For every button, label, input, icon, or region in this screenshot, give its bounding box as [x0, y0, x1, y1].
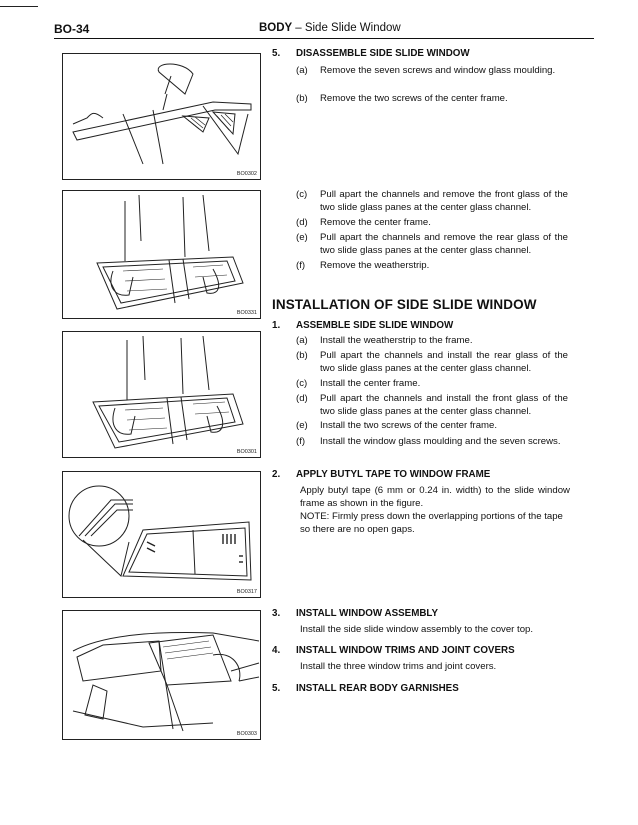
item-letter: (f) — [296, 436, 306, 447]
figure-pull-channels-install — [62, 331, 261, 458]
item-text: Remove the center frame. — [320, 217, 431, 228]
item-letter: (e) — [296, 232, 308, 243]
step-number: 4. — [272, 645, 281, 656]
item-text: Pull apart the channels and remove the front glass of the two slide glass panes at the center glass channel. — [320, 189, 568, 213]
item-letter: (c) — [296, 189, 308, 200]
item-letter: (f) — [296, 260, 306, 271]
step-text: Apply butyl tape (6 mm or 0.24 in. width) to the slide window frame as shown in the figure. — [300, 485, 570, 509]
item-text: Install the window glass moulding and the seven screws. — [320, 436, 561, 447]
list-item — [296, 334, 568, 347]
item-letter: (d) — [296, 393, 308, 404]
list-item — [296, 231, 568, 257]
item-text: Remove the weatherstrip. — [320, 260, 430, 271]
section-name: BODY — [259, 22, 293, 34]
item-text: Remove the two screws of the center frame. — [320, 93, 508, 104]
item-letter: (d) — [296, 217, 308, 228]
figure-remove-screws — [62, 53, 261, 180]
list-item — [296, 92, 568, 105]
step-number: 5. — [272, 683, 281, 694]
figure-butyl-tape-illustration — [63, 472, 260, 597]
item-letter: (a) — [296, 65, 308, 76]
subsection-name: – Side Slide Window — [295, 22, 401, 34]
installation-heading: INSTALLATION OF SIDE SLIDE WINDOW — [272, 297, 537, 312]
figure-pull-channels-remove — [62, 190, 261, 319]
section-title — [259, 22, 401, 34]
step-disassemble — [272, 48, 470, 59]
item-text: Pull apart the channels and install the rear glass of the two slide glass panes at the center glass channel. — [320, 350, 568, 374]
figure-butyl-tape — [62, 471, 261, 598]
step-install-garnishes — [272, 683, 459, 694]
item-text: Remove the seven screws and window glass moulding. — [320, 65, 556, 76]
figure-install-window-assembly — [62, 610, 261, 740]
item-letter: (a) — [296, 335, 308, 346]
step-title: INSTALL WINDOW TRIMS AND JOINT COVERS — [296, 645, 515, 656]
list-item — [296, 188, 568, 214]
item-text: Install the center frame. — [320, 378, 421, 389]
list-item — [296, 419, 568, 432]
item-letter: (e) — [296, 420, 308, 431]
step-title: INSTALL REAR BODY GARNISHES — [296, 683, 459, 694]
step-assemble — [272, 320, 453, 331]
step-title: DISASSEMBLE SIDE SLIDE WINDOW — [296, 48, 470, 59]
step-install-window — [272, 608, 438, 619]
item-letter: (b) — [296, 93, 308, 104]
step-butyl-tape — [272, 469, 490, 480]
step-number: 1. — [272, 320, 281, 331]
top-rule — [0, 6, 38, 7]
figure-id: BO0303 — [236, 731, 257, 737]
step-number: 3. — [272, 608, 281, 619]
step-number: 2. — [272, 469, 281, 480]
step-title: APPLY BUTYL TAPE TO WINDOW FRAME — [296, 469, 491, 480]
step-title: INSTALL WINDOW ASSEMBLY — [296, 608, 439, 619]
page-header — [54, 22, 594, 39]
figure-pull-channels-remove-illustration — [63, 191, 260, 318]
item-text: Pull apart the channels and install the front glass of the two slide glass panes at the center glass channel. — [320, 393, 568, 417]
figure-pull-channels-install-illustration — [63, 332, 260, 457]
figure-id: BO0317 — [236, 589, 257, 595]
figure-id: BO0301 — [236, 449, 257, 455]
step-title: ASSEMBLE SIDE SLIDE WINDOW — [296, 320, 454, 331]
list-item — [296, 64, 568, 77]
list-item — [296, 259, 568, 272]
step-install-trims — [272, 645, 515, 656]
item-text: Install the two screws of the center frame. — [320, 420, 498, 431]
list-item — [296, 377, 568, 390]
list-item — [296, 392, 568, 418]
item-letter: (c) — [296, 378, 308, 389]
figure-install-window-assembly-illustration — [63, 611, 260, 739]
list-item — [296, 435, 568, 448]
figure-id: BO0331 — [236, 310, 257, 316]
item-text: Pull apart the channels and remove the rear glass of the two slide glass panes at the center glass channel. — [320, 232, 568, 256]
step-text: Install the three window trims and joint covers. — [300, 661, 497, 672]
item-letter: (b) — [296, 350, 308, 361]
item-text: Install the weatherstrip to the frame. — [320, 335, 473, 346]
page-number: BO-34 — [54, 22, 90, 36]
list-item — [296, 216, 568, 229]
step-note: NOTE: Firmly press down the overlapping portions of the tape so there are no open gaps. — [300, 511, 563, 535]
list-item — [296, 349, 568, 375]
figure-remove-screws-illustration — [63, 54, 260, 179]
figure-id: BO0302 — [236, 171, 257, 177]
step-text: Install the side slide window assembly to the cover top. — [300, 624, 534, 635]
step-number: 5. — [272, 48, 281, 59]
